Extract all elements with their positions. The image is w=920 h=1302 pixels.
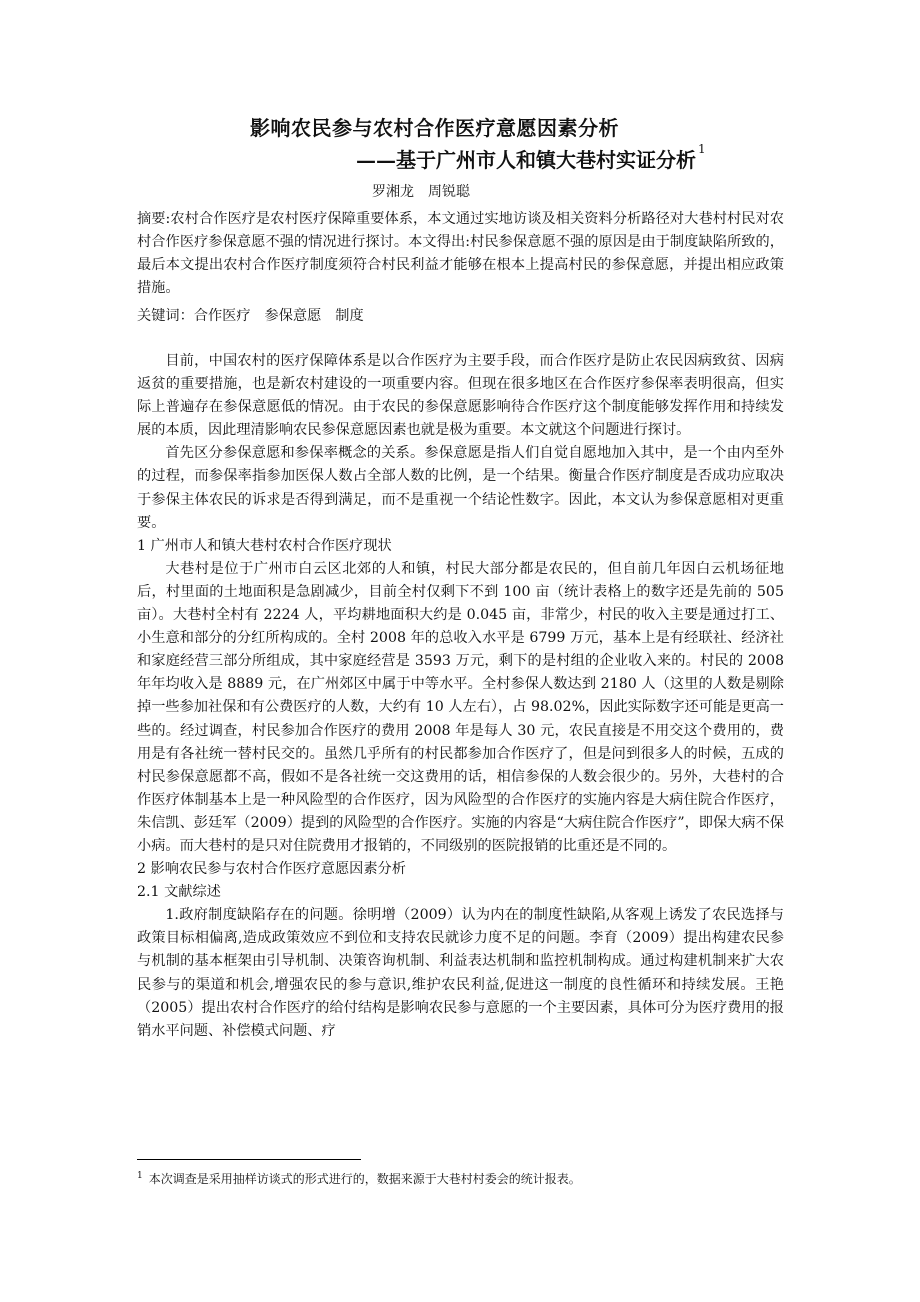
footnote-text: 本次调查是采用抽样访谈式的形式进行的，数据来源于大巷村村委会的统计报表。 [148,1172,581,1186]
section-heading: 2 影响农民参与农村合作医疗意愿因素分析 [137,861,406,878]
abstract-text: 农村合作医疗是农村医疗保障重要体系，本文通过实地访谈及相关资料分析路径对大巷村村民对农村合作医疗参保意愿不强的情况进行探讨。本文得出:村民参保意愿不强的原因是由于制度缺陷所致的，最后本文提出农村合作医疗制度须符合村民利益才能够在根本上提高村民的参保意愿，并提出相应政策措施。 [137,211,784,297]
footnote-mark: 1 [137,1171,143,1181]
body-paragraph: 大巷村是位于广州市白云区北郊的人和镇，村民大部分都是农民的，但自前几年因白云机场征地后，村里面的土地面积是急剧减少，目前全村仅剩下不到 100 亩（统计表格上的数字还是先前的 505 亩）。大巷村全村有 2224 人，平均耕地面积大约是 0.045 亩，非常少，村民的收入主要是通过打工、小生意和部分的分红所构成的。全村 2008 年的总收入水平是 6799 万元，基本上是有经联社、经济社和家庭经营三部分所组成，其中家庭经营是 3593 万元，剩下的是村组的企业收入来的。村民的 2008 年年均收入是 8889 元，在广州郊区中属于中等水平。全村参保人数达到 2180 人（这里的人数是剔除掉一些参加社保和有公费医疗的人数，大约有 10 人左右），占 98.02%，因此实际数字还可能是更高一些的。经过调查，村民参加合作医疗的费用 2008 年是每人 30 元，农民直接是不用交这个费用的，费用是有各社统一替村民交的。虽然几乎所有的村民都参加合作医疗了，但是问到很多人的时候，五成的村民参保意愿都不高，假如不是各社统一交这费用的话，相信参保的人数会很少的。另外，大巷村的合作医疗体制基本上是一种风险型的合作医疗，因为风险型的合作医疗的实施内容是大病住院合作医疗，朱信凯、彭廷军（2009）提到的风险型的合作医疗。实施的内容是“大病住院合作医疗”，即保大病不保小病。而大巷村的是只对住院费用才报销的，不同级别的医院报销的比重还是不同的。 [137,560,784,854]
author-list [372,181,470,201]
keyword: 参保意愿 [264,308,322,324]
paper-subtitle-text: ——基于广州市人和镇大巷村实证分析 [356,148,696,172]
abstract [137,208,784,300]
body-paragraph: 目前，中国农村的医疗保障体系是以合作医疗为主要手段，而合作医疗是防止农民因病致贫、因病返贫的重要措施，也是新农村建设的一项重要内容。但现在很多地区在合作医疗参保率表明很高，但实际上普遍存在参保意愿低的情况。由于农民的参保意愿影响待合作医疗这个制度能够发挥作用和持续发展的本质，因此理清影响农民参保意愿因素也就是极为重要。本文就这个问题进行探讨。 [137,353,784,439]
footnote [137,1170,581,1187]
abstract-label: 摘要: [137,211,171,227]
keyword: 合作医疗 [193,308,251,324]
footnote-reference-mark: 1 [698,142,706,156]
keyword: 制度 [335,308,364,324]
keywords [137,305,378,325]
author-name: 周锐聪 [428,184,470,200]
author-name: 罗湘龙 [372,184,414,200]
body-paragraph: 1.政府制度缺陷存在的问题。徐明增（2009）认为内在的制度性缺陷,从客观上诱发了农民选择与政策目标相偏离,造成政策效应不到位和支持农民就诊力度不足的问题。李育（2009）提出构建农民参与机制的基本框架由引导机制、决策咨询机制、利益表达机制和监控机制构成。通过构建机制来扩大农民参与的渠道和机会,增强农民的参与意识,维护农民利益,促进这一制度的良性循环和持续发展。王艳（2005）提出农村合作医疗的给付结构是影响农民参与意愿的一个主要因素，具体可分为医疗费用的报销水平问题、补偿模式问题、疗 [137,907,784,1039]
paper-title: 影响农民参与农村合作医疗意愿因素分析 [250,116,619,140]
keywords-label: 关键词： [137,308,194,324]
section-heading: 1 广州市人和镇大巷村农村合作医疗现状 [137,537,392,554]
footnote-divider [137,1159,361,1160]
subsection-heading: 2.1 文献综述 [137,884,221,901]
body-paragraph: 首先区分参保意愿和参保率概念的关系。参保意愿是指人们自觉自愿地加入其中，是一个由内至外的过程，而参保率指参加医保人数占全部人数的比例，是一个结果。衡量合作医疗制度是否成功应取决于参保主体农民的诉求是否得到满足，而不是重视一个结论性数字。因此，本文认为参保意愿相对更重要。 [137,445,784,531]
main-body [137,350,784,1043]
paper-subtitle [356,144,706,173]
